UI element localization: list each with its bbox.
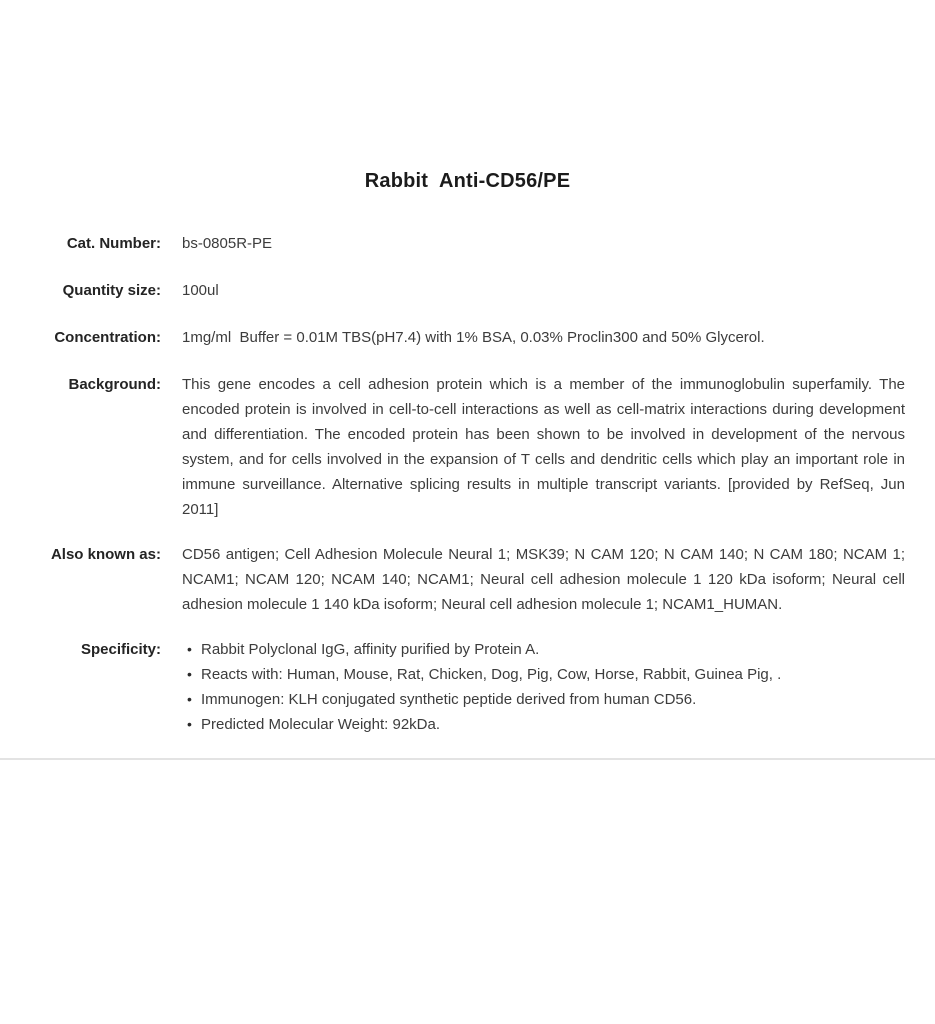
page-title: Rabbit Anti-CD56/PE xyxy=(364,170,571,192)
specificity-bullet-item xyxy=(182,712,905,737)
field-row-background xyxy=(0,372,935,522)
field-row-cat-number xyxy=(0,231,935,256)
field-row-also-known-as xyxy=(0,542,935,617)
bullet-icon: • xyxy=(187,641,192,657)
specificity-bullet-item xyxy=(182,662,905,687)
also-known-as-value: CD56 antigen; Cell Adhesion Molecule Neural 1; MSK39; N CAM 120; N CAM 140; N CAM 180; NCAM 1; NCAM1; NCAM 120; NCAM 140; NCAM1; Neural cell adhesion molecule 1 120 kDa isoform; Neural cell adhesion molecule 1 140 kDa isoform; Neural cell adhesion molecule 1; NCAM1_HUMAN. xyxy=(182,546,905,613)
section-divider xyxy=(0,758,935,760)
quantity-size-value: 100ul xyxy=(182,282,219,299)
concentration-label: Concentration: xyxy=(54,329,161,346)
specificity-bullet-item xyxy=(182,687,905,712)
cat-number-label: Cat. Number: xyxy=(66,235,161,252)
field-list xyxy=(0,231,935,737)
specificity-bullet-list xyxy=(182,637,905,737)
concentration-value: 1mg/ml Buffer = 0.01M TBS(pH7.4) with 1% BSA, 0.03% Proclin300 and 50% Glycerol. xyxy=(182,329,765,346)
field-row-specificity xyxy=(0,637,935,737)
specificity-bullet-text: Rabbit Polyclonal IgG, affinity purified by Protein A. xyxy=(201,641,540,658)
bullet-icon: • xyxy=(187,666,192,682)
specificity-value xyxy=(182,637,905,737)
background-label: Background: xyxy=(68,376,161,393)
bullet-icon: • xyxy=(187,716,192,732)
bullet-icon: • xyxy=(187,691,192,707)
quantity-size-label: Quantity size: xyxy=(62,282,161,299)
specificity-bullet-item xyxy=(182,637,905,662)
specificity-bullet-text: Immunogen: KLH conjugated synthetic peptide derived from human CD56. xyxy=(201,691,697,708)
specificity-bullet-text: Predicted Molecular Weight: 92kDa. xyxy=(201,716,441,733)
specificity-bullet-text: Reacts with: Human, Mouse, Rat, Chicken, Dog, Pig, Cow, Horse, Rabbit, Guinea Pig, . xyxy=(201,666,782,683)
background-value: This gene encodes a cell adhesion protein which is a member of the immunoglobulin superfamily. The encoded protein is involved in cell-to-cell interactions as well as cell-matrix interactions during development and differentiation. The encoded protein has been shown to be involved in development of the nervous system, and for cells involved in the expansion of T cells and dendritic cells which play an important role in immune surveillance. Alternative splicing results in multiple transcript variants. [provided by RefSeq, Jun 2011] xyxy=(182,376,905,518)
cat-number-value: bs-0805R-PE xyxy=(182,235,273,252)
specificity-label: Specificity: xyxy=(80,641,161,658)
field-row-concentration xyxy=(0,325,935,350)
field-row-quantity-size xyxy=(0,278,935,303)
also-known-as-label: Also known as: xyxy=(50,546,161,563)
